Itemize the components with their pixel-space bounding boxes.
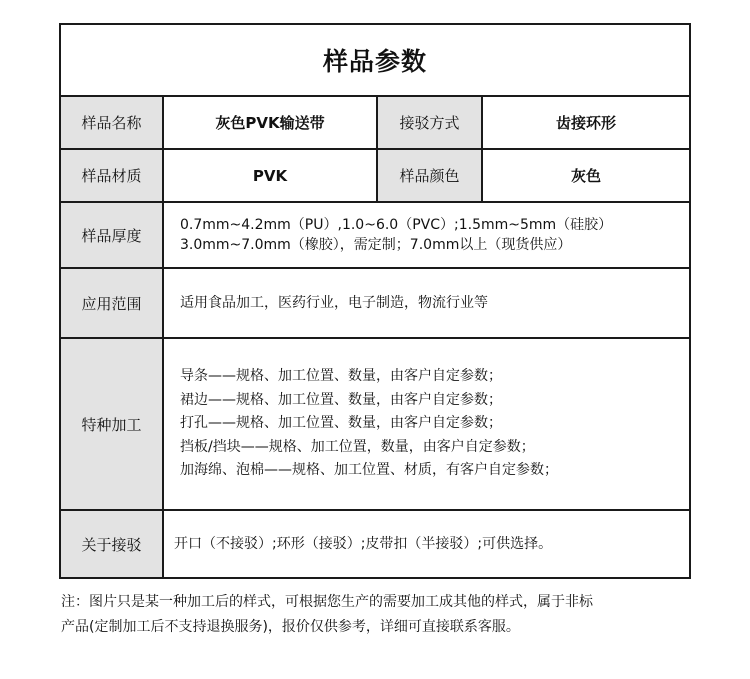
row-sample-material [61,148,689,201]
value-sample-material: PVK [164,150,378,201]
processing-line: 导条——规格、加工位置、数量，由客户自定参数； [180,368,502,385]
processing-line: 裙边——规格、加工位置、数量，由客户自定参数； [180,391,502,408]
label-sample-color: 样品颜色 [378,150,483,201]
footnote [61,590,701,640]
row-sample-thickness [61,201,689,267]
value-sample-thickness [164,203,689,267]
label-joint-method: 接驳方式 [378,97,483,148]
row-special-processing [61,337,689,509]
label-sample-thickness: 样品厚度 [61,203,164,267]
label-about-joint: 关于接驳 [61,511,164,577]
table-title: 样品参数 [322,47,427,76]
footnote-line: 注：图片只是某一种加工后的样式，可根据您生产的需要加工成其他的样式，属于非标 [61,594,593,610]
label-special-processing: 特种加工 [61,339,164,509]
value-sample-color: 灰色 [570,167,601,185]
thickness-line: 0.7mm~4.2mm（PU）,1.0~6.0（PVC）;1.5mm~5mm（硅胶） [180,217,613,233]
value-application: 适用食品加工，医药行业，电子制造，物流行业等 [180,295,488,311]
processing-line: 加海绵、泡棉——规格、加工位置、材质，有客户自定参数； [180,462,558,479]
label-sample-name: 样品名称 [61,97,164,148]
footnote-line: 产品(定制加工后不支持退换服务)，报价仅供参考，详细可直接联系客服。 [61,619,520,635]
value-sample-name: 灰色PVK输送带 [164,97,378,148]
row-sample-name [61,95,689,148]
processing-line: 打孔——规格、加工位置、数量，由客户自定参数； [180,415,502,432]
value-about-joint: 开口（不接驳）;环形（接驳）;皮带扣（半接驳）;可供选择。 [174,536,553,552]
row-about-joint [61,509,689,577]
label-sample-material: 样品材质 [61,150,164,201]
label-application: 应用范围 [61,269,164,337]
spec-table [59,23,691,579]
value-special-processing [164,339,689,509]
thickness-line: 3.0mm~7.0mm（橡胶），需定制；7.0mm以上（现货供应） [180,237,572,253]
processing-line: 挡板/挡块——规格、加工位置，数量，由客户自定参数； [180,438,535,455]
value-joint-method: 齿接环形 [555,114,616,132]
row-application [61,267,689,337]
